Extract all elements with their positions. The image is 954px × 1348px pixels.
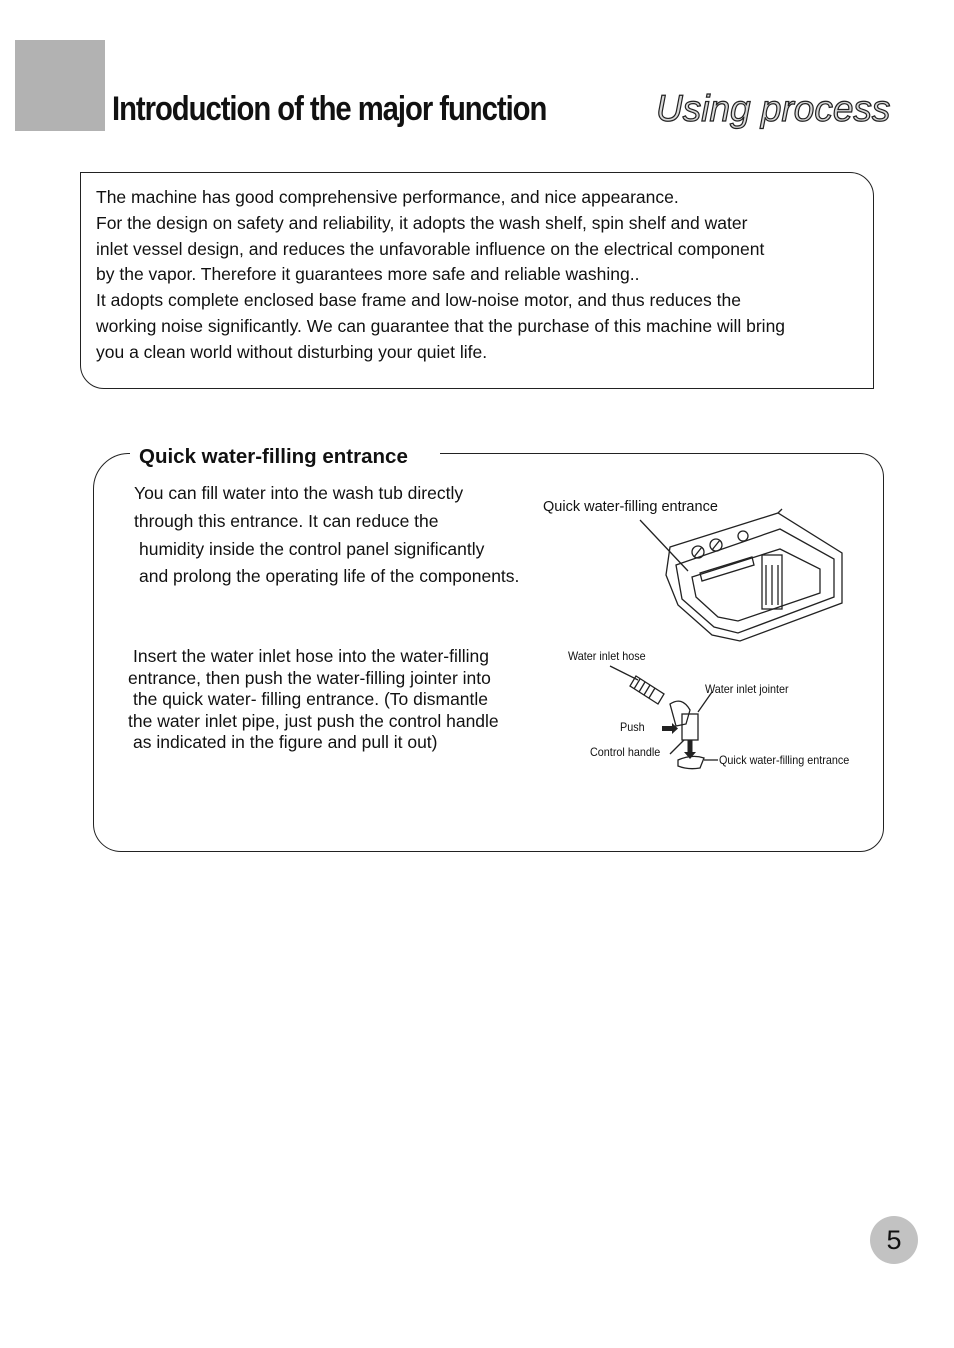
figure1-label: Quick water-filling entrance: [543, 499, 718, 515]
paragraph2-line: as indicated in the figure and pull it out): [133, 732, 438, 752]
figure2-hose-label: Water inlet hose: [568, 649, 646, 663]
header-grey-block: [15, 40, 105, 131]
intro-line: by the vapor. Therefore it guarantees more safe and reliable washing..: [96, 264, 640, 285]
intro-line: It adopts complete enclosed base frame and low-noise motor, and thus reduces the: [96, 290, 741, 311]
page-number-badge: 5: [870, 1216, 918, 1264]
paragraph1-line: humidity inside the control panel significantly: [139, 539, 485, 559]
washer-top-illustration: [620, 505, 850, 645]
page-subtitle: Using process: [656, 88, 891, 129]
paragraph2-line: entrance, then push the water-filling jointer into: [128, 668, 491, 688]
hose-jointer-illustration: [600, 660, 730, 775]
paragraph1-line: through this entrance. It can reduce the: [134, 511, 439, 531]
paragraph2-line: the water inlet pipe, just push the control handle: [128, 711, 499, 731]
figure2-push-label: Push: [620, 720, 645, 734]
intro-line: working noise significantly. We can guarantee that the purchase of this machine will bring: [96, 315, 786, 336]
figure2-jointer-label: Water inlet jointer: [705, 682, 789, 696]
section-heading: Quick water-filling entrance: [139, 445, 408, 468]
intro-line: The machine has good comprehensive performance, and nice appearance.: [96, 187, 679, 207]
paragraph2-line: Insert the water inlet hose into the water-filling: [133, 646, 490, 666]
paragraph2-line: the quick water- filling entrance. (To dismantle: [133, 689, 489, 709]
intro-line: you a clean world without disturbing your quiet life.: [96, 341, 488, 362]
intro-line: For the design on safety and reliability, it adopts the wash shelf, spin shelf and water: [96, 212, 748, 233]
page-title: Introduction of the major function: [112, 90, 547, 128]
intro-text: [96, 185, 871, 366]
paragraph1-line: and prolong the operating life of the components.: [139, 566, 520, 586]
intro-line: inlet vessel design, and reduces the unfavorable influence on the electrical component: [96, 238, 765, 259]
paragraph1-line: You can fill water into the wash tub directly: [134, 483, 464, 503]
figure2-entrance-label: Quick water-filling entrance: [719, 753, 850, 767]
figure2-handle-label: Control handle: [590, 745, 661, 759]
